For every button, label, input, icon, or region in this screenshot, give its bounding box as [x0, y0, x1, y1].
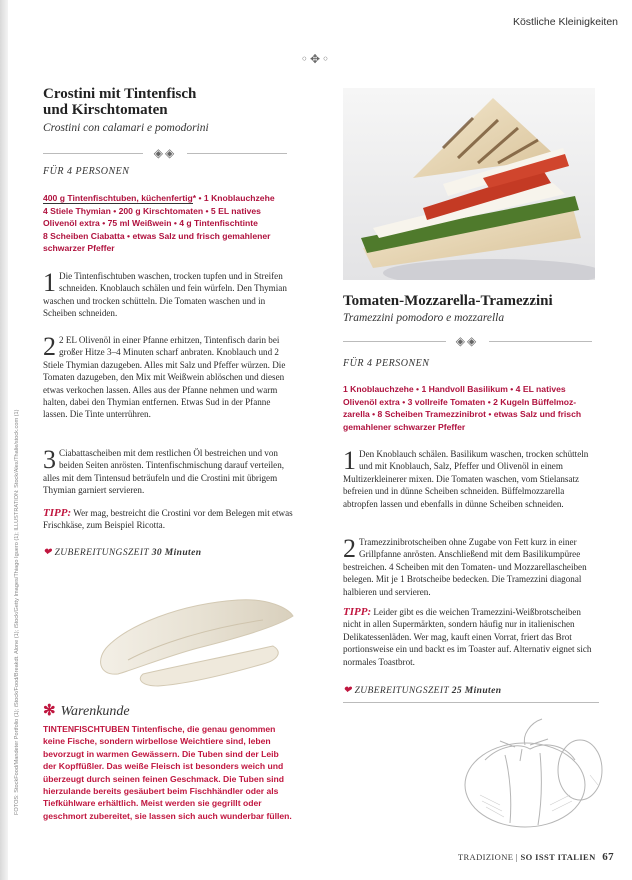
step-text: Ciabattascheiben mit dem restlichen Öl bestreichen und von beiden Seiten anrösten. Tintenfischmischung darauf verteilen, alles mit dem Tintensud beträufeln und die Crostini mit übrigem Thymian garniert servieren. — [43, 448, 285, 496]
section-title: Köstliche Kleinigkeiten — [512, 16, 618, 28]
right-ingredients — [343, 383, 603, 433]
step-number: 3 — [43, 445, 56, 474]
title-line-1: Crostini mit Tintenfisch — [43, 86, 197, 102]
footer-separator: | — [515, 852, 518, 862]
step-text: 2 EL Olivenöl in einer Pfanne erhitzen, Tintenfisch darin bei großer Hitze 3–4 Minuten scharf anbraten. Knoblauch und 2 Stiele Thymian dazugeben. Alles mit Salz und Pfeffer würzen. Die Tomaten dazugeben, den Mix mit Weißwein ablöschen und diesen etwas verkochen lassen. Alles aus der Pfanne nehmen und warm halten, dabei den Thymian entfernen. Etwas Sud in der Pfanne lassen. Die Tinte unterrühren. — [43, 335, 286, 420]
title-line-2: und Kirschtomaten — [43, 102, 168, 118]
ingredient-line: Olivenöl extra • 75 ml Weißwein • 4 g Tintenfischtinte — [43, 218, 258, 228]
warenkunde-header — [43, 700, 130, 720]
right-recipe-title — [343, 293, 603, 309]
step-text: Die Tintenfischtuben waschen, trocken tupfen und in Streifen schneiden. Knoblauch schälen und fein würfeln. Den Thymian waschen und trocken schütteln. Die Tomaten waschen und in Scheiben schneiden. — [43, 271, 287, 319]
photo-credit: FOTOS: StockFood/Mandeter Portfolio (1); iStock/Food/Breakdt. Alone (1); iStock/Getty Images/Thiago Iguero (1); ILLUSTRATION: Stock/Alex/Thalie/stock.com (1) — [14, 409, 20, 815]
step-number: 1 — [343, 446, 356, 475]
tip-text: Wer mag, bestreicht die Crostini vor dem Belegen mit etwas Frischkäse, zum Beispiel Ricotta. — [43, 508, 293, 531]
right-divider — [343, 341, 446, 342]
ornament-icon: ◈◈ — [153, 146, 177, 160]
ornament-icon: ◦✥◦ — [300, 52, 332, 66]
left-step-2 — [43, 334, 295, 421]
right-prep-time — [343, 685, 501, 696]
left-serves: FÜR 4 PERSONEN — [43, 166, 130, 177]
warenkunde-term: TINTENFISCHTUBEN — [43, 724, 130, 734]
heart-icon: ❤ — [43, 547, 52, 558]
right-title-text: Tomaten-Mozzarella-Tramezzini — [343, 293, 553, 309]
right-tip — [343, 606, 599, 668]
left-divider — [43, 153, 143, 154]
left-tip — [43, 507, 295, 532]
left-divider — [187, 153, 287, 154]
step-number: 2 — [343, 534, 356, 563]
ingredient-line: schwarzer Pfeffer — [43, 243, 115, 253]
tramezzini-photo — [343, 88, 595, 280]
footer-brand: TRADIZIONE — [457, 852, 514, 862]
ingredient-line: 4 Stiele Thymian • 200 g Kirschtomaten • 5 EL natives — [43, 205, 261, 216]
time-label: ZUBEREITUNGSZEIT — [54, 548, 149, 558]
left-step-3 — [43, 447, 295, 497]
ingredient-underlined: 400 g Tintenfischtuben, küchenfertig — [43, 193, 193, 203]
asterisk-icon: ✻ — [43, 701, 56, 719]
right-recipe-subtitle: Tramezzini pomodoro e mozzarella — [343, 312, 505, 324]
ingredient-text: • 1 Knoblauchzehe — [196, 193, 275, 203]
squid-tube-image — [88, 586, 298, 696]
ornament-icon: ◈◈ — [455, 334, 479, 348]
right-step-2 — [343, 536, 599, 598]
page-spine — [0, 0, 8, 880]
left-recipe-subtitle: Crostini con calamari e pomodorini — [43, 122, 209, 134]
warenkunde-body: Tintenfische, die genau genommen keine Fische, sondern wirbellose Weichtiere sind, leben bevorzugt in warmen Gewässern. Die Tuben sind der Leib der Kopffüßler. Das weiße Fleisch ist besonders weich und überzeugt durch seinen feinen Geschmack. Die Tuben sind hierzulande bereits gesäubert beim Fischhändler oder als Tiefkühlware erhältlich. Meist werden sie gegrillt oder geschmort zubereitet, sie lassen sich auch wunderbar füllen. — [43, 724, 292, 821]
time-label: ZUBEREITUNGSZEIT — [354, 686, 449, 696]
step-text: Tramezzinibrotscheiben ohne Zugabe von Fett kurz in einer Grillpfanne anrösten. Anschließend mit dem Basilikumpüree bestreichen. 4 Scheiben mit den Tomaten- und Mozzarellascheiben belegen. Mit je 1 Brotscheibe bedecken. Die Tramezzini diagonal halbieren und servieren. — [343, 537, 587, 597]
step-number: 1 — [43, 268, 56, 297]
footer-magazine: SO ISST ITALIEN — [520, 852, 596, 862]
left-prep-time — [43, 547, 201, 558]
warenkunde-text — [43, 723, 293, 822]
right-time-divider — [343, 702, 599, 703]
ingredient-line: 1 Knoblauchzehe • 1 Handvoll Basilikum • 4 EL natives — [343, 384, 566, 394]
ingredient-line: zarella • 8 Scheiben Tramezzinibrot • etwas Salz und frisch — [343, 409, 582, 419]
time-value: 30 Minuten — [151, 548, 202, 558]
tip-label: TIPP: — [343, 606, 372, 618]
left-recipe-title — [43, 86, 293, 118]
page-footer — [458, 851, 614, 863]
tip-label: TIPP: — [43, 507, 72, 519]
right-step-1 — [343, 448, 599, 510]
tip-text: Leider gibt es die weichen Tramezzini-Weißbrotscheiben nicht in allen Supermärkten, sondern häufig nur in italienischen Delikatessenläden. Wer mag, kauft einen Vorrat, friert das Brot portionsweise ein und backt es im Toaster auf. Alternativ eignet sich normales Toastbrot. — [343, 607, 592, 667]
tomato-illustration — [430, 705, 610, 835]
ingredient-line: Olivenöl extra • 3 vollreife Tomaten • 2 Kugeln Büffelmoz- — [343, 396, 577, 407]
warenkunde-title: Warenkunde — [60, 704, 130, 719]
asterisk-icon: * — [192, 193, 197, 203]
left-step-1 — [43, 270, 295, 320]
ingredient-line: 8 Scheiben Ciabatta • etwas Salz und frisch gemahlener — [43, 230, 271, 241]
step-text: Den Knoblauch schälen. Basilikum waschen, trocken schütteln und mit Knoblauch, Salz, Pfeffer und Olivenöl in einem Multizerkleinerer mixen. Die Tomaten waschen, vom Stielansatz befreien und in dünne Scheiben schneiden. Büffelmozzarella abtropfen lassen und ebenfalls in dünne Scheiben schneiden. — [343, 449, 589, 509]
left-ingredients — [43, 192, 293, 255]
page-number: 67 — [602, 851, 614, 863]
right-serves: FÜR 4 PERSONEN — [343, 358, 430, 369]
step-number: 2 — [43, 332, 56, 361]
heart-icon: ❤ — [343, 685, 352, 696]
ingredient-line: gemahlener schwarzer Pfeffer — [343, 421, 466, 432]
right-divider — [489, 341, 592, 342]
time-value: 25 Minuten — [451, 686, 502, 696]
